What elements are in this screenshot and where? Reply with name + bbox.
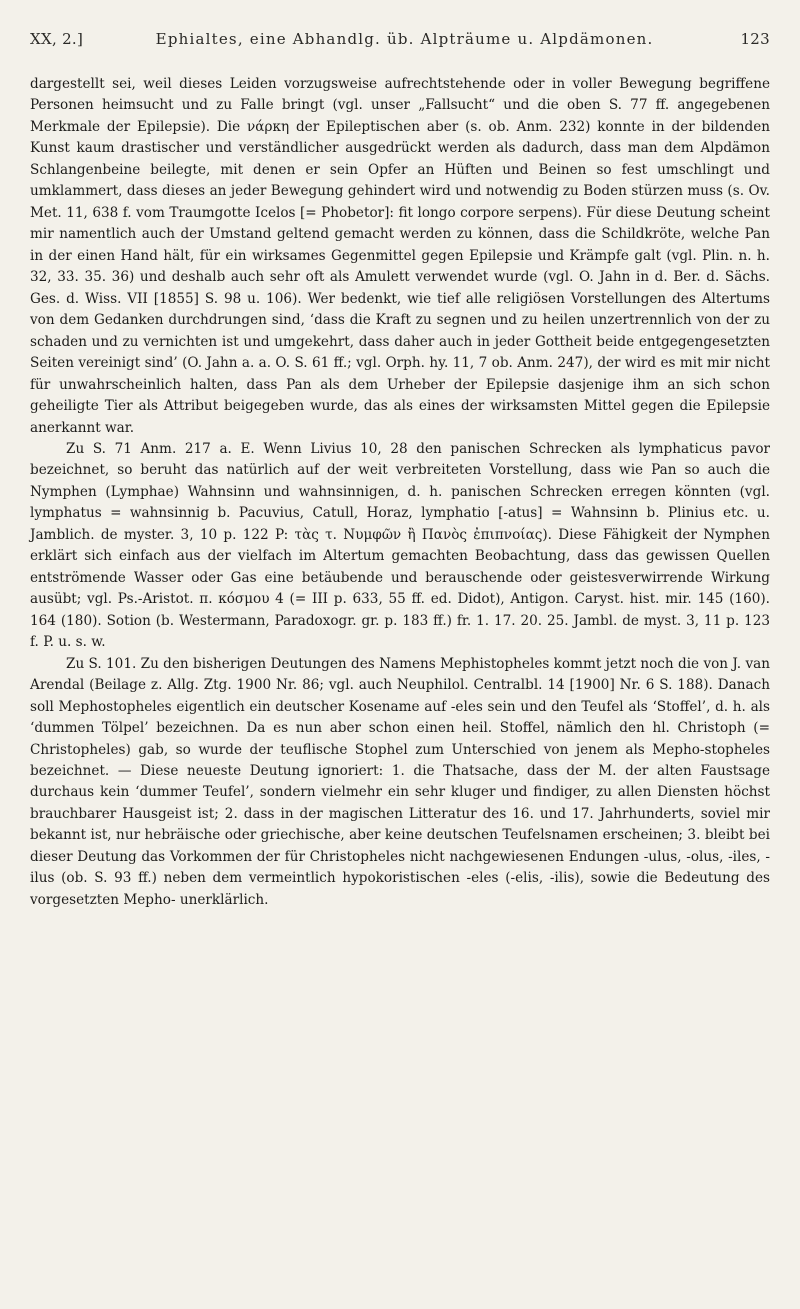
paragraph: Zu S. 71 Anm. 217 a. E. Wenn Livius 10, 28 den panischen Schrecken als lymphaticus pavor bezeichnet, so beruht das natürlich auf der weit verbreiteten Vorstellung, dass wie Pan so auch die Nymphen (Lymphae) Wahnsinn und wahnsinnigen, d. h. panischen Schrecken erregen könnten (vgl. lymphatus = wahnsinnig b. Pacuvius, Catull, Horaz, lymphatio [-atus] = Wahnsinn b. Plinius etc. u. Jamblich. de myster. 3, 10 p. 122 P: τὰς τ. Νυμφῶν ἢ Πανὸς ἐπιπνοίας). Diese Fähigkeit der Nymphen erklärt sich einfach aus der vielfach im Altertum gemachten Beobachtung, dass das gewissen Quellen entströmende Wasser oder Gas eine betäubende und berauschende oder geistesverwirrende Wirkung ausübt; vgl. Ps.-Aristot. π. κόσμου 4 (= III p. 633, 55 ff. ed. Didot), Antigon. Caryst. hist. mir. 145 (160). 164 (180). Sotion (b. Westermann, Paradoxogr. gr. p. 183 ff.) fr. 1. 17. 20. 25. Jambl. de myst. 3, 11 p. 123 f. P. u. s. w. bbox=[30, 440, 770, 651]
volume-reference: XX, 2.] bbox=[30, 30, 84, 48]
page-number: 123 bbox=[740, 30, 770, 48]
paragraph: dargestellt sei, weil dieses Leiden vorzugsweise aufrechtstehende oder in voller Bewegung begriffene Personen heimsucht und zu Falle bringt (vgl. unser „Fallsucht“ und die oben S. 77 ff. angegebenen Merkmale der Epilepsie). Die νάρκη der Epileptischen aber (s. ob. Anm. 232) konnte in der bildenden Kunst kaum drastischer und verständlicher ausgedrückt werden als dadurch, dass man dem Alpdämon Schlangenbeine beilegte, mit denen er sein Opfer an Hüften und Beinen so fest umschlingt und umklammert, dass dieses an jeder Bewegung gehindert wird und notwendig zu Boden stürzen muss (s. Ov. Met. 11, 638 f. vom Traumgotte Icelos [= Phobetor]: fit longo corpore serpens). Für diese Deutung scheint mir namentlich auch der Umstand geltend gemacht werden zu können, dass die Schildkröte, welche Pan in der einen Hand hält, für ein wirksames Gegenmittel gegen Epilepsie und Krämpfe galt (vgl. Plin. n. h. 32, 33. 35. 36) und deshalb auch sehr oft als Amulett verwendet wurde (vgl. O. Jahn in d. Ber. d. Sächs. Ges. d. Wiss. VII [1855] S. 98 u. 106). Wer bedenkt, wie tief alle religiösen Vorstellungen des Altertums von dem Gedanken durchdrungen sind, ‘dass die Kraft zu segnen und zu heilen unzertrennlich von der zu schaden und zu vernichten ist und umgekehrt, dass daher auch in jeder Gottheit beide entgegengesetzten Seiten vereinigt sind’ (O. Jahn a. a. O. S. 61 ff.; vgl. Orph. hy. 11, 7 ob. Anm. 247), der wird es mit mir nicht für unwahrscheinlich halten, dass Pan als dem Urheber der Epilepsie dasjenige ihm an sich schon geheiligte Tier als Attribut beigegeben wurde, das als eines der wirksamsten Mittel gegen die Epilepsie anerkannt war. bbox=[30, 76, 770, 436]
running-title: Ephialtes, eine Abhandlg. üb. Alpträume u. Alpdämonen. bbox=[155, 30, 654, 48]
document-page bbox=[30, 30, 770, 911]
body-text bbox=[30, 74, 770, 911]
running-header bbox=[30, 30, 770, 48]
paragraph: Zu S. 101. Zu den bisherigen Deutungen des Namens Mephistopheles kommt jetzt noch die von J. van Arendal (Beilage z. Allg. Ztg. 1900 Nr. 86; vgl. auch Neuphilol. Centralbl. 14 [1900] Nr. 6 S. 188). Danach soll Mephostopheles eigentlich ein deutscher Kosename auf -eles sein und den Teufel als ‘Stoffel’, d. h. als ‘dummen Tölpel’ bezeichnen. Da es nun aber schon einen heil. Stoffel, nämlich den hl. Christoph (= Christopheles) gab, so wurde der teuflische Stophel zum Unterschied von jenem als Mepho-stopheles bezeichnet. — Diese neueste Deutung ignoriert: 1. die Thatsache, dass der M. der alten Faustsage durchaus kein ‘dummer Teufel’, sondern vielmehr ein sehr kluger und findiger, zu allen Diensten höchst brauchbarer Hausgeist ist; 2. dass in der magischen Litteratur des 16. und 17. Jahrhunderts, soviel mir bekannt ist, nur hebräische oder griechische, aber keine deutschen Teufelsnamen erscheinen; 3. bleibt bei dieser Deutung das Vorkommen der für Christopheles nicht nachgewiesenen Endungen -ulus, -olus, -iles, -ilus (ob. S. 93 ff.) neben dem vermeintlich hypokoristischen -eles (-elis, -ilis), sowie die Bedeutung des vorgesetzten Mepho- unerklärlich. bbox=[30, 655, 770, 908]
